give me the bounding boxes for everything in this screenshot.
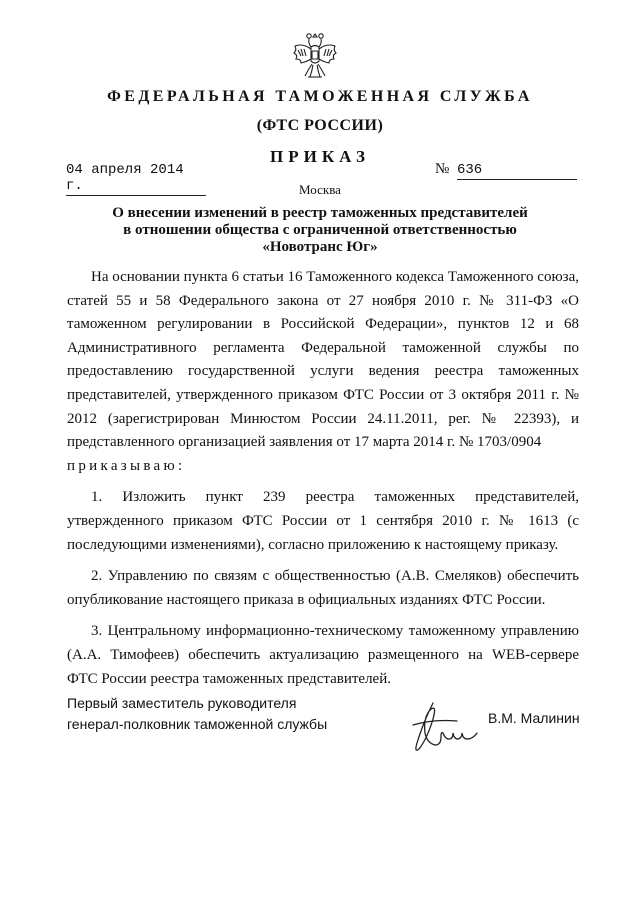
title-line: в отношении общества с ограниченной ответственностью (123, 222, 517, 238)
order-item-3: 3. Центральному информационно-техническому таможенному управлению (А.А. Тимофеев) обеспечить актуализацию размещенного на WEB-сервере ФТС России реестра таможенных представителей. (67, 623, 579, 687)
signatory-position (67, 693, 327, 735)
agency-name: ФЕДЕРАЛЬНАЯ ТАМОЖЕННАЯ СЛУЖБА (107, 88, 533, 105)
order-item-2: 2. Управлению по связям с общественностью (А.В. Смеляков) обеспечить опубликование настоящего приказа в официальных изданиях ФТС России. (67, 568, 579, 608)
document-type: ПРИКАЗ (270, 147, 370, 166)
title-line: «Новотранс Юг» (262, 239, 378, 255)
document-number-label: № (435, 161, 450, 177)
signatory-name: В.М. Малинин (488, 710, 580, 726)
document-number: 636 (457, 162, 577, 180)
document-title (60, 205, 580, 256)
position-line: генерал-полковник таможенной службы (67, 716, 328, 732)
agency-short-name: (ФТС РОССИИ) (256, 117, 384, 134)
document-place: Москва (299, 182, 341, 197)
title-line: О внесении изменений в реестр таможенных представителей (112, 205, 528, 221)
handwritten-signature-icon (403, 695, 483, 765)
order-word: приказываю: (67, 457, 186, 474)
order-item-1: 1. Изложить пункт 239 реестра таможенных представителей, утвержденного приказом ФТС России от 1 сентября 2010 г. № 1613 (с последующими изменениями), согласно приложению к настоящему приказу. (67, 489, 579, 553)
position-line: Первый заместитель руководителя (67, 695, 297, 711)
document-body (67, 266, 579, 691)
preamble-paragraph: На основании пункта 6 статьи 16 Таможенного кодекса Таможенного союза, статей 55 и 58 Федерального закона от 27 ноября 2010 г. № 311-ФЗ «О таможенном регулировании в Российской Федерации», пунктов 12 и 68 Административного регламента Федеральной таможенной службы по предоставлению государственной услуги ведения реестра таможенных представителей, утвержденного приказом ФТС России от 3 октября 2011 г. № 2012 (зарегистрирован Минюстом России 24.11.2011, рег. № 22393), и представленного организацией заявления от 17 марта 2014 г. № 1703/0904 (67, 269, 579, 451)
coat-of-arms-icon (292, 30, 338, 82)
document-date: 04 апреля 2014 г. (66, 162, 206, 196)
